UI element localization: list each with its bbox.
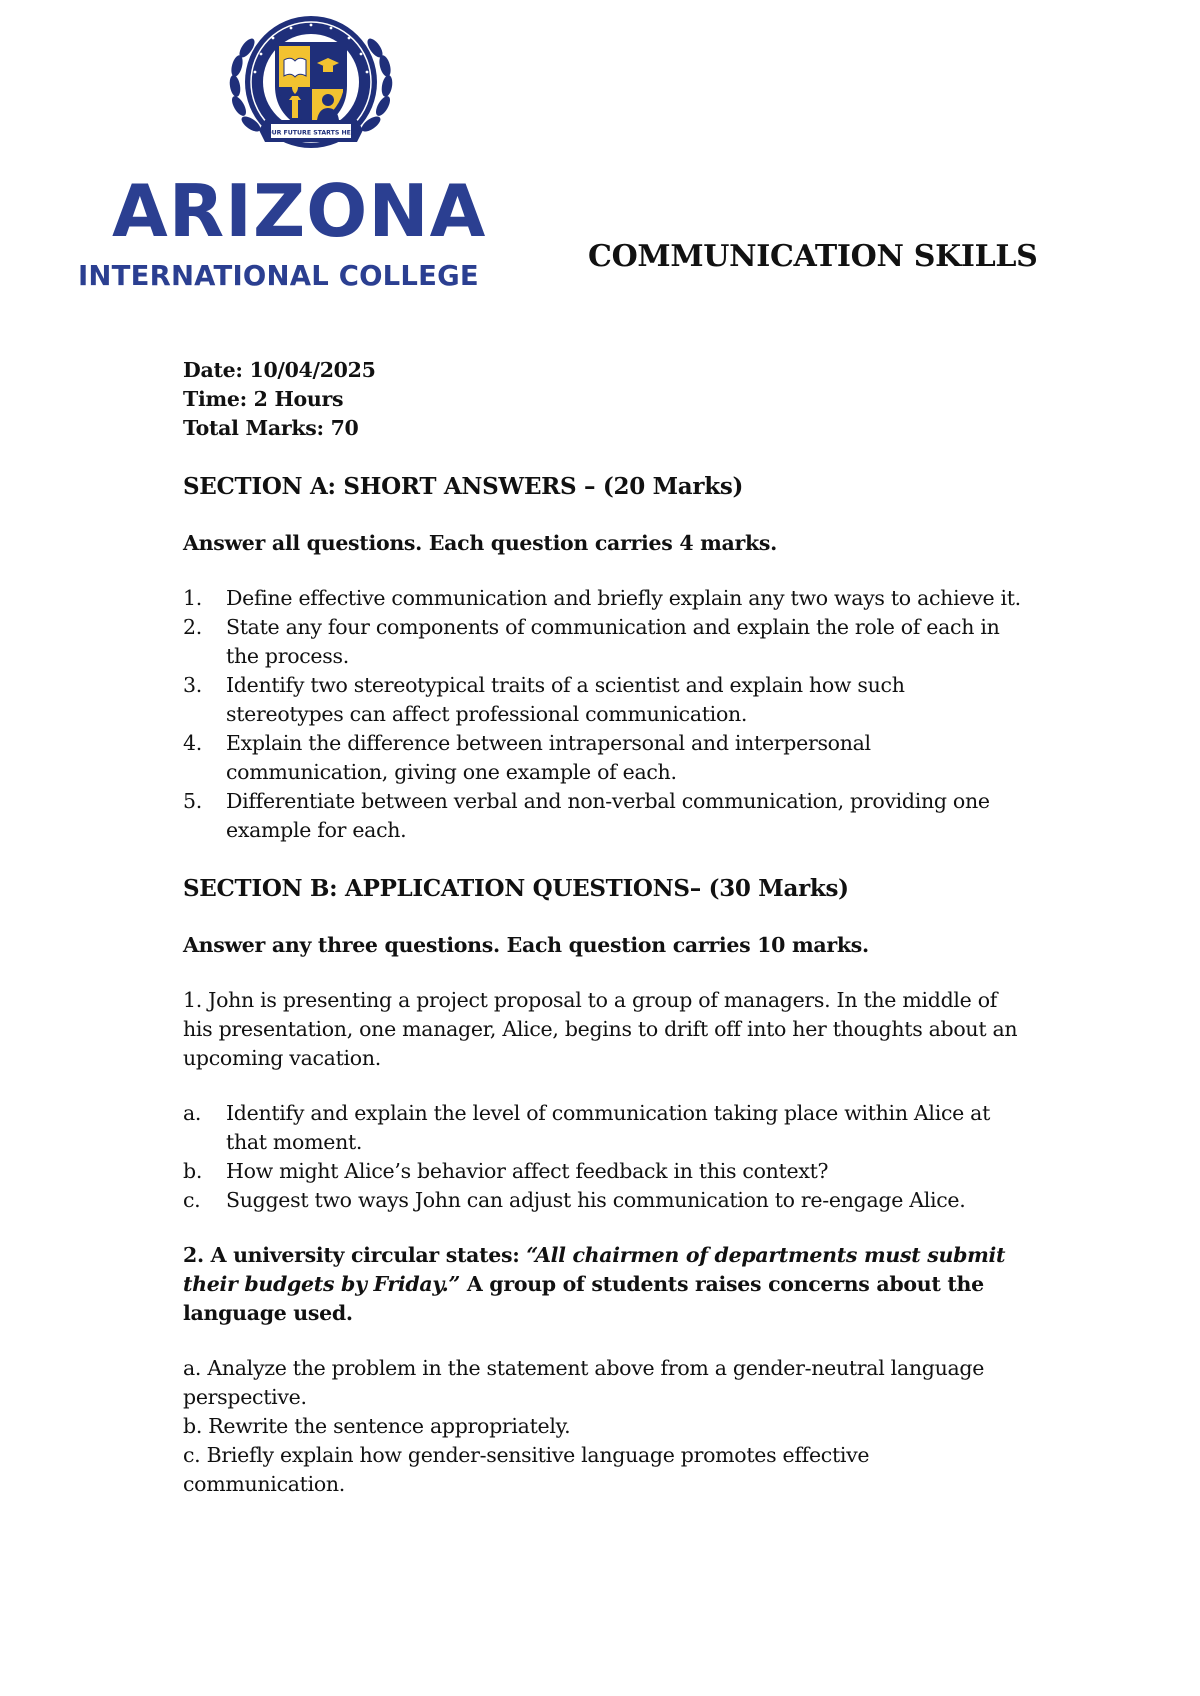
list-item [183,613,1028,671]
question-text: Explain the difference between intrapersonal and interpersonal communication, giving one example of each. [226,731,871,784]
question-text: State any four components of communication and explain the role of each in the process. [226,615,1000,668]
question-number: 1. [183,586,202,610]
part-text: Suggest two ways John can adjust his communication to re-engage Alice. [226,1188,966,1212]
part-letter: a. [183,1101,202,1125]
section-a-instruction: Answer all questions. Each question carries 4 marks. [183,531,778,555]
part-letter: b. [183,1159,203,1183]
list-item: c. Briefly explain how gender-sensitive language promotes effective communication. [183,1443,870,1496]
list-item [183,584,1028,613]
question-text: Define effective communication and briefly explain any two ways to achieve it. [226,586,1021,610]
list-item [183,671,1028,729]
section-b-question-2 [183,1241,1028,1328]
list-item [183,729,1028,787]
part-text: Identify and explain the level of communication taking place within Alice at that moment. [226,1101,991,1154]
list-item [183,1157,1028,1186]
list-item [183,787,1028,845]
question-number: 3. [183,673,202,697]
question-2-lead: 2. A university circular states: [183,1243,527,1267]
question-2-quote: “All chairmen of departments must submit their budgets by Friday.” [183,1243,1006,1296]
exam-date: Date: 10/04/2025 [183,358,376,382]
part-text: How might Alice’s behavior affect feedback in this context? [226,1159,829,1183]
question-2-parts [183,1354,1028,1499]
section-b-heading: SECTION B: APPLICATION QUESTIONS– (30 Marks) [183,875,849,902]
list-item: b. Rewrite the sentence appropriately. [183,1414,571,1438]
exam-content [183,356,1028,1499]
question-text: Differentiate between verbal and non-verbal communication, providing one example for each. [226,789,990,842]
section-a-question-list [183,584,1028,845]
list-item: a. Analyze the problem in the statement above from a gender-neutral language perspective. [183,1356,985,1409]
question-2-tail: A group of students raises concerns about the language used. [183,1272,984,1325]
question-1-parts [183,1099,1028,1215]
section-b-question-1: 1. John is presenting a project proposal to a group of managers. In the middle of his presentation, one manager, Alice, begins to drift off into her thoughts about an upcoming vacation. [183,988,1018,1070]
part-letter: c. [183,1188,201,1212]
section-b-instruction: Answer any three questions. Each question carries 10 marks. [183,933,869,957]
college-crest-logo [225,8,397,168]
exam-time: Time: 2 Hours [183,387,344,411]
document-title: COMMUNICATION SKILLS [588,239,1038,274]
question-number: 2. [183,615,202,639]
question-number: 5. [183,789,202,813]
brand-subtitle: INTERNATIONAL COLLEGE [78,260,479,292]
question-number: 4. [183,731,202,755]
crest-motto: YOUR FUTURE STARTS HERE [262,129,360,137]
question-text: Identify two stereotypical traits of a scientist and explain how such stereotypes can affect professional communication. [226,673,905,726]
section-a-heading: SECTION A: SHORT ANSWERS – (20 Marks) [183,473,744,500]
exam-total-marks: Total Marks: 70 [183,416,359,440]
brand-name: ARIZONA [112,169,487,253]
list-item [183,1186,1028,1215]
list-item [183,1099,1028,1157]
